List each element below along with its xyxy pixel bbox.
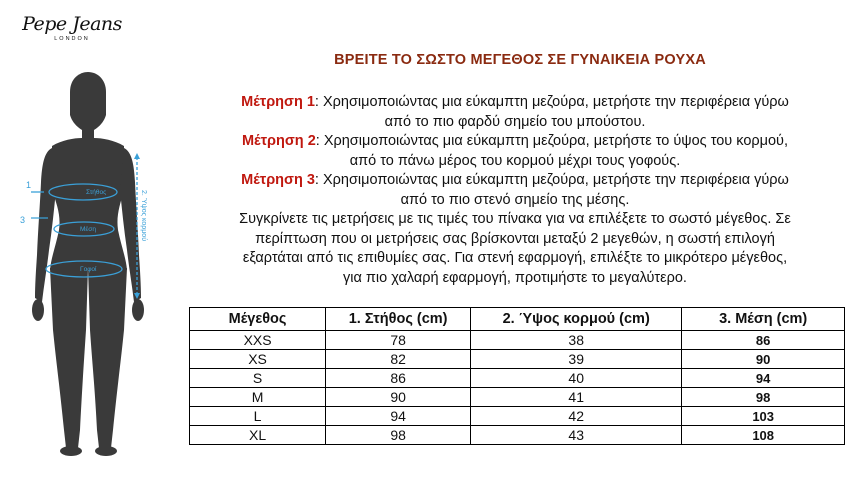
cell-torso: 41: [471, 388, 682, 407]
cell-size: XL: [190, 426, 326, 445]
cell-waist: 98: [682, 388, 845, 407]
header-chest: 1. Στήθος (cm): [326, 308, 471, 331]
measurement-2-cont: από το πάνω μέρος του κορμού μέχρι τους γοφούς.: [349, 152, 681, 169]
measurement-3-cont: από το πιο στενό σημείο της μέσης.: [400, 191, 630, 208]
figure-num-1: 1: [26, 180, 32, 190]
header-waist: 3. Μέση (cm): [682, 308, 845, 331]
cell-waist: 108: [682, 426, 845, 445]
header-torso: 2. Ύψος κορμού (cm): [471, 308, 682, 331]
cell-torso: 38: [471, 331, 682, 350]
measurement-3: [190, 171, 840, 191]
cell-torso: 40: [471, 369, 682, 388]
table-header-row: [190, 308, 845, 331]
cell-torso: 43: [471, 426, 682, 445]
torso-label: 2. Ύψος κορμού: [140, 190, 147, 242]
table-row: [190, 388, 845, 407]
measurement-text: : Χρησιμοποιώντας μια εύκαμπτη μεζούρα, μετρήστε το ύψος του κορμού,: [315, 133, 789, 149]
table-row: [190, 331, 845, 350]
advice-line: Συγκρίνετε τις μετρήσεις με τις τιμές του πίνακα για να επιλέξετε το σωστό μέγεθος. Σε: [239, 211, 791, 227]
measurement-label: Μέτρηση 2: [241, 133, 316, 149]
cell-chest: 78: [326, 331, 471, 350]
size-table: [189, 307, 845, 445]
cell-waist: 86: [682, 331, 845, 350]
instructions: [190, 93, 840, 288]
cell-chest: 90: [326, 388, 471, 407]
hips-label: Γοφοί: [80, 266, 97, 273]
header-size: Μέγεθος: [190, 308, 326, 331]
advice-line: εξαρτάται από τις επιθυμίες σας. Για στενή εφαρμογή, επιλέξτε το μικρότερο μέγεθος,: [242, 250, 788, 266]
cell-chest: 94: [326, 407, 471, 426]
cell-waist: 90: [682, 350, 845, 369]
page-title: ΒΡΕΙΤΕ ΤΟ ΣΩΣΤΟ ΜΕΓΕΘΟΣ ΣΕ ΓΥΝΑΙΚΕΙΑ ΡΟΥΧΑ: [334, 52, 706, 68]
cell-size: M: [190, 388, 326, 407]
cell-torso: 42: [471, 407, 682, 426]
cell-waist: 94: [682, 369, 845, 388]
cell-size: XS: [190, 350, 326, 369]
advice-line: περίπτωση που οι μετρήσεις σας βρίσκονται μεταξύ 2 μεγεθών, η σωστή επιλογή: [255, 230, 775, 247]
waist-label: Μέση: [80, 226, 96, 233]
cell-chest: 82: [326, 350, 471, 369]
table-row: [190, 407, 845, 426]
measurement-1: [190, 93, 840, 113]
measurement-label: Μέτρηση 3: [241, 172, 315, 188]
measurement-text: : Χρησιμοποιώντας μια εύκαμπτη μεζούρα, μετρήστε την περιφέρεια γύρω: [314, 94, 789, 110]
brand-name: Pepe Jeans: [22, 13, 122, 35]
brand-city: LONDON: [54, 36, 90, 42]
cell-chest: 98: [326, 426, 471, 445]
body-silhouette-figure: [0, 70, 180, 465]
measurement-label: Μέτρηση 1: [241, 94, 315, 110]
brand-logo: [22, 14, 122, 42]
measurement-text: : Χρησιμοποιώντας μια εύκαμπτη μεζούρα, μετρήστε την περιφέρεια γύρω: [314, 172, 789, 188]
chest-label: Στήθος: [86, 189, 107, 196]
table-row: [190, 350, 845, 369]
cell-size: L: [190, 407, 326, 426]
cell-size: XXS: [190, 331, 326, 350]
table-row: [190, 426, 845, 445]
advice-line: για πιο χαλαρή εφαρμογή, προτιμήστε το μεγαλύτερο.: [343, 269, 687, 286]
figure-num-3: 3: [20, 215, 26, 225]
measurement-1-cont: από το πιο φαρδύ σημείο του μπούστου.: [384, 113, 646, 130]
cell-torso: 39: [471, 350, 682, 369]
cell-chest: 86: [326, 369, 471, 388]
table-row: [190, 369, 845, 388]
silhouette-icon: [32, 72, 144, 456]
cell-waist: 103: [682, 407, 845, 426]
measurement-2: [190, 132, 840, 152]
cell-size: S: [190, 369, 326, 388]
